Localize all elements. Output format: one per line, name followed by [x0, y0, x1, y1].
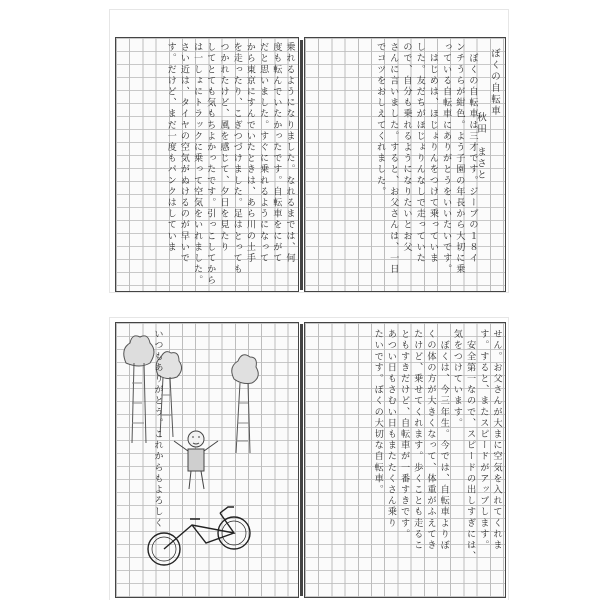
tree-left — [124, 336, 154, 443]
page-divider — [300, 324, 303, 596]
manuscript-page-3 — [304, 322, 506, 598]
manuscript-page-1 — [304, 37, 506, 292]
author-name: 秋田 まさと — [475, 112, 486, 181]
page-3-text: せん。お父さんが大まに空気を入れてくれま す。すると、またスピードがアップします。 安全第一なので、スピードの出しすぎには、 気をつけています。 ぼくは、今三年生。今では、自転車よりぼ くの体の方が大きくなって、体重がふえてき たけど、乗せてくれます。歩くことも走るこ ともすきだけど、自転車が一番すきです。 あつい日もさむい日もまたたくさん乗り たいです。ぼくの大切な自転車。 — [372, 329, 502, 563]
page-2-text: 乗れるようになりました。なれるまでは、何 度も転んでいたかったです。自転車をにがて だと思いました。すぐに乗れるようになって から東京にすんでいたときは、あら川の土手 を走ったり、こぎつづけました。足はとっても つかれたけど、風を感じて、夕日を見たり してとても気もちよかったです。引っこしてから は一しょにトラックに乗って空気をいれました。 さい近は、タイヤの空気がぬけるのが早いで す。だけど、まだ一度もパンクはしていま — [165, 42, 295, 287]
manuscript-sheet-bottom — [110, 318, 508, 600]
manuscript-page-2 — [115, 37, 299, 292]
page-1-text: ぼくの自転車は三才です。ジープの１８イ ンチうらが紺色。よう子園の年長から大切に乗 っている自転車にありがとうをいいたいです。 はじめは、ほじょりんをつけて乗っていま した。友だちがほじょりんなしで走っていた ので、自分も乗れるようになりたいとお父 さんに言いました。すると、お父さんは、一日 でコツをおしえてくれました。 — [374, 42, 478, 276]
manuscript-sheet-top — [110, 10, 508, 292]
page-4-text: いつもありがとう。これからもよろしく — [151, 329, 163, 529]
essay-title: ぼくの自転車 — [489, 48, 500, 117]
page-divider — [300, 40, 303, 290]
manuscript-page-4 — [115, 322, 299, 598]
